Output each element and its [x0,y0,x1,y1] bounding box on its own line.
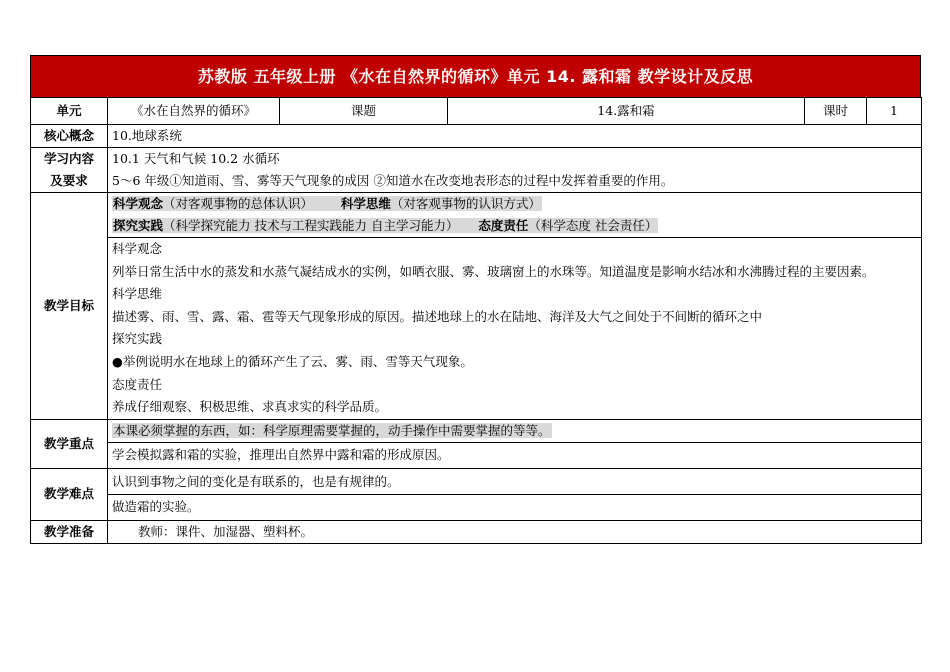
lesson-value: 14.露和霜 [448,98,805,125]
unit-value: 《水在自然界的循环》 [108,98,280,125]
period-value: 1 [867,98,922,125]
key-points-value: 学会模拟露和霜的实验，推理出自然界中露和霜的形成原因。 [112,446,450,462]
key-points-label: 教学重点 [31,419,108,468]
key-points-content [108,419,922,468]
content-label-line-1: 学习内容 [43,151,94,166]
content-line-1: 10.1 天气和气候 10.2 水循环 [112,151,280,166]
difficulties-label: 教学难点 [31,468,108,520]
unit-label: 单元 [31,98,108,125]
goals-details [108,238,921,419]
goals-category-line-2 [112,215,917,237]
core-concept-label: 核心概念 [31,125,108,148]
core-concept-value: 10.地球系统 [108,125,922,148]
cat-1-desc: （对客观事物的总体认识） [163,196,314,211]
key-points-hint-wrap [108,420,921,443]
difficulties-line-1: 认识到事物之间的变化是有联系的，也是有规律的。 [108,469,921,495]
cat-4-title: 态度责任 [478,218,529,233]
content-row [31,148,922,193]
goals-heading-3: 探究实践 [112,331,163,347]
cat-2-desc: （对客观事物的认识方式） [390,196,541,211]
preparation-row [31,520,922,543]
goals-row [31,193,922,420]
cat-1-title: 科学观念 [113,196,164,211]
goals-heading-4: 态度责任 [112,376,163,392]
core-concept-row [31,125,922,148]
difficulties-content [108,468,922,520]
goals-content [108,193,922,420]
preparation-label: 教学准备 [31,520,108,543]
lesson-plan-table [30,97,922,544]
key-points-hint: 本课必须掌握的东西，如：科学原理需要掌握的，动手操作中需要掌握的等等。 [113,422,551,438]
difficulties-row [31,468,922,520]
goals-paragraph-4: 养成仔细观察、积极思维、求真求实的科学品质。 [112,399,388,415]
header-row [31,98,922,125]
preparation-value: 教师：课件、加湿器、塑料杯。 [108,520,922,543]
goals-heading-1: 科学观念 [112,241,163,256]
content-line-2: 5～6 年级①知道雨、雪、雾等天气现象的成因 ②知道水在改变地表形态的过程中发挥着重要的作用。 [112,173,674,188]
goals-paragraph-2: 描述雾、雨、雪、露、霜、雹等天气现象形成的原因。描述地球上的水在陆地、海洋及大气之间处于不间断的循环之中 [112,308,763,324]
cat-4-desc: （科学态度 社会责任） [528,218,658,233]
difficulties-line-2: 做造霜的实验。 [112,498,200,514]
goals-heading-2: 科学思维 [112,286,163,302]
content-label [31,148,108,193]
lesson-plan-document [30,55,921,544]
key-points-row [31,419,922,468]
goals-label: 教学目标 [31,193,108,420]
content-label-line-2: 及要求 [50,173,88,188]
cat-3-title: 探究实践 [113,218,164,233]
goals-categories [108,193,921,238]
goals-paragraph-1: 列举日常生活中水的蒸发和水蒸气凝结成水的实例，如晒衣服、雾、玻璃窗上的水珠等。知道温度是影响水结冰和水沸腾过程的主要因素。 [112,263,875,279]
cat-3-desc: （科学探究能力 技术与工程实践能力 自主学习能力） [163,218,459,233]
period-label: 课时 [805,98,867,125]
goals-paragraph-3: ●举例说明水在地球上的循环产生了云、雾、雨、雪等天气现象。 [112,353,473,369]
goals-category-line-1 [112,193,917,215]
lesson-label: 课题 [280,98,448,125]
cat-2-title: 科学思维 [340,196,391,211]
document-title: 苏教版 五年级上册 《水在自然界的循环》单元 14. 露和霜 教学设计及反思 [30,55,921,97]
content-value [108,148,922,193]
